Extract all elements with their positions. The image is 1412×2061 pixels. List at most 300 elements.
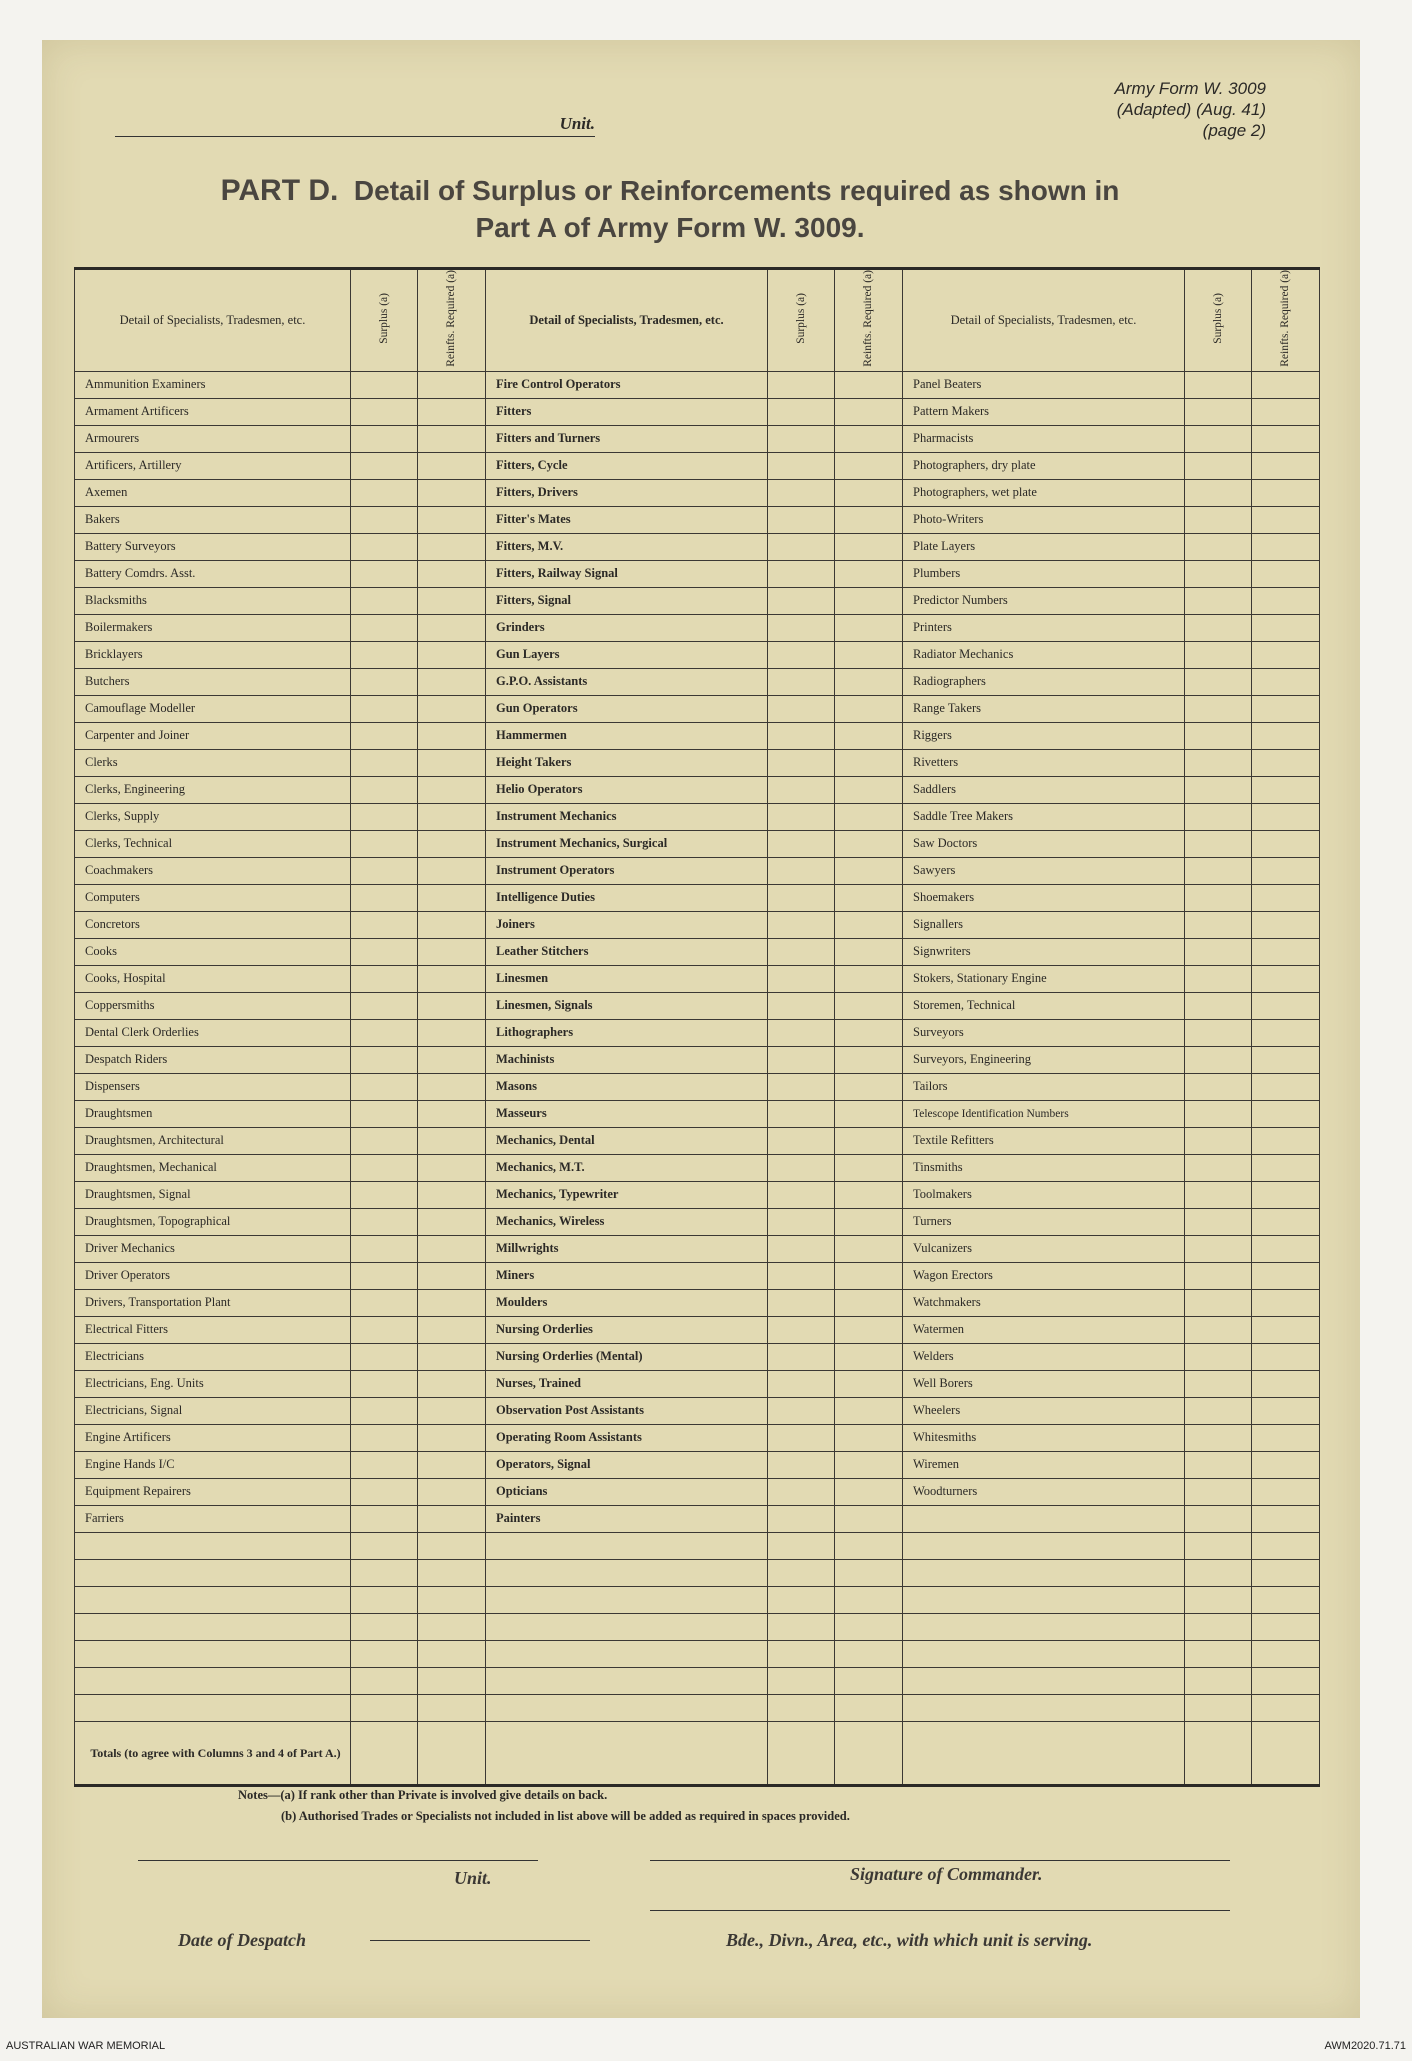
- totals-cell[interactable]: [768, 1721, 835, 1785]
- surplus-cell[interactable]: [351, 425, 418, 452]
- reinfts-cell[interactable]: [1252, 560, 1320, 587]
- blank-cell[interactable]: [835, 1532, 903, 1559]
- surplus-cell[interactable]: [1185, 1478, 1252, 1505]
- surplus-cell[interactable]: [768, 1127, 835, 1154]
- reinfts-cell[interactable]: [1252, 857, 1320, 884]
- blank-cell[interactable]: [351, 1694, 418, 1721]
- reinfts-cell[interactable]: [1252, 614, 1320, 641]
- surplus-cell[interactable]: [768, 776, 835, 803]
- reinfts-cell[interactable]: [1252, 1478, 1320, 1505]
- surplus-cell[interactable]: [351, 614, 418, 641]
- blank-cell[interactable]: [75, 1586, 351, 1613]
- blank-cell[interactable]: [486, 1694, 768, 1721]
- reinfts-cell[interactable]: [835, 1262, 903, 1289]
- blank-cell[interactable]: [903, 1613, 1185, 1640]
- surplus-cell[interactable]: [351, 1235, 418, 1262]
- surplus-cell[interactable]: [351, 695, 418, 722]
- reinfts-cell[interactable]: [1252, 1424, 1320, 1451]
- reinfts-cell[interactable]: [418, 1424, 486, 1451]
- surplus-cell[interactable]: [768, 1451, 835, 1478]
- blank-cell[interactable]: [835, 1640, 903, 1667]
- reinfts-cell[interactable]: [835, 1100, 903, 1127]
- blank-cell[interactable]: [1252, 1613, 1320, 1640]
- blank-cell[interactable]: [835, 1613, 903, 1640]
- surplus-cell[interactable]: [1185, 722, 1252, 749]
- reinfts-cell[interactable]: [835, 695, 903, 722]
- surplus-cell[interactable]: [351, 1478, 418, 1505]
- reinfts-cell[interactable]: [418, 641, 486, 668]
- surplus-cell[interactable]: [1185, 1208, 1252, 1235]
- reinfts-cell[interactable]: [1252, 1235, 1320, 1262]
- surplus-cell[interactable]: [1185, 425, 1252, 452]
- reinfts-cell[interactable]: [418, 992, 486, 1019]
- surplus-cell[interactable]: [351, 938, 418, 965]
- surplus-cell[interactable]: [351, 1289, 418, 1316]
- reinfts-cell[interactable]: [1252, 1046, 1320, 1073]
- surplus-cell[interactable]: [768, 1505, 835, 1532]
- reinfts-cell[interactable]: [418, 1289, 486, 1316]
- surplus-cell[interactable]: [1185, 1127, 1252, 1154]
- surplus-cell[interactable]: [768, 398, 835, 425]
- blank-cell[interactable]: [768, 1559, 835, 1586]
- unit-signature-line[interactable]: [138, 1860, 538, 1861]
- blank-cell[interactable]: [486, 1640, 768, 1667]
- reinfts-cell[interactable]: [1252, 803, 1320, 830]
- surplus-cell[interactable]: [1185, 749, 1252, 776]
- reinfts-cell[interactable]: [1252, 1127, 1320, 1154]
- reinfts-cell[interactable]: [418, 533, 486, 560]
- reinfts-cell[interactable]: [1252, 1181, 1320, 1208]
- blank-cell[interactable]: [835, 1694, 903, 1721]
- reinfts-cell[interactable]: [1252, 749, 1320, 776]
- surplus-cell[interactable]: [768, 1478, 835, 1505]
- surplus-cell[interactable]: [768, 1397, 835, 1424]
- surplus-cell[interactable]: [1185, 857, 1252, 884]
- surplus-cell[interactable]: [351, 1262, 418, 1289]
- reinfts-cell[interactable]: [1252, 533, 1320, 560]
- surplus-cell[interactable]: [768, 830, 835, 857]
- blank-cell[interactable]: [768, 1640, 835, 1667]
- surplus-cell[interactable]: [768, 371, 835, 398]
- surplus-cell[interactable]: [351, 506, 418, 533]
- blank-cell[interactable]: [1185, 1613, 1252, 1640]
- blank-cell[interactable]: [75, 1640, 351, 1667]
- reinfts-cell[interactable]: [1252, 479, 1320, 506]
- surplus-cell[interactable]: [768, 1424, 835, 1451]
- surplus-cell[interactable]: [768, 1073, 835, 1100]
- reinfts-cell[interactable]: [835, 506, 903, 533]
- surplus-cell[interactable]: [768, 1316, 835, 1343]
- surplus-cell[interactable]: [1185, 641, 1252, 668]
- reinfts-cell[interactable]: [1252, 1262, 1320, 1289]
- reinfts-cell[interactable]: [418, 506, 486, 533]
- reinfts-cell[interactable]: [418, 884, 486, 911]
- reinfts-cell[interactable]: [835, 641, 903, 668]
- reinfts-cell[interactable]: [1252, 695, 1320, 722]
- blank-cell[interactable]: [768, 1667, 835, 1694]
- surplus-cell[interactable]: [1185, 1262, 1252, 1289]
- surplus-cell[interactable]: [351, 1316, 418, 1343]
- reinfts-cell[interactable]: [1252, 506, 1320, 533]
- surplus-cell[interactable]: [768, 1370, 835, 1397]
- surplus-cell[interactable]: [768, 1046, 835, 1073]
- blank-cell[interactable]: [418, 1640, 486, 1667]
- surplus-cell[interactable]: [768, 965, 835, 992]
- surplus-cell[interactable]: [768, 1019, 835, 1046]
- surplus-cell[interactable]: [1185, 1289, 1252, 1316]
- reinfts-cell[interactable]: [418, 776, 486, 803]
- reinfts-cell[interactable]: [1252, 965, 1320, 992]
- blank-cell[interactable]: [351, 1613, 418, 1640]
- reinfts-cell[interactable]: [418, 1316, 486, 1343]
- reinfts-cell[interactable]: [1252, 776, 1320, 803]
- reinfts-cell[interactable]: [418, 560, 486, 587]
- surplus-cell[interactable]: [768, 1343, 835, 1370]
- blank-cell[interactable]: [1185, 1640, 1252, 1667]
- reinfts-cell[interactable]: [418, 479, 486, 506]
- reinfts-cell[interactable]: [1252, 1154, 1320, 1181]
- blank-cell[interactable]: [1185, 1559, 1252, 1586]
- reinfts-cell[interactable]: [835, 587, 903, 614]
- surplus-cell[interactable]: [351, 1208, 418, 1235]
- reinfts-cell[interactable]: [835, 1316, 903, 1343]
- reinfts-cell[interactable]: [418, 452, 486, 479]
- reinfts-cell[interactable]: [1252, 1397, 1320, 1424]
- reinfts-cell[interactable]: [835, 1343, 903, 1370]
- reinfts-cell[interactable]: [835, 1154, 903, 1181]
- reinfts-cell[interactable]: [1252, 1451, 1320, 1478]
- blank-cell[interactable]: [351, 1640, 418, 1667]
- surplus-cell[interactable]: [351, 803, 418, 830]
- surplus-cell[interactable]: [351, 749, 418, 776]
- blank-cell[interactable]: [1185, 1694, 1252, 1721]
- surplus-cell[interactable]: [351, 992, 418, 1019]
- reinfts-cell[interactable]: [835, 965, 903, 992]
- surplus-cell[interactable]: [1185, 506, 1252, 533]
- surplus-cell[interactable]: [1185, 1019, 1252, 1046]
- surplus-cell[interactable]: [1185, 614, 1252, 641]
- reinfts-cell[interactable]: [418, 749, 486, 776]
- surplus-cell[interactable]: [351, 1046, 418, 1073]
- surplus-cell[interactable]: [768, 749, 835, 776]
- reinfts-cell[interactable]: [418, 857, 486, 884]
- blank-cell[interactable]: [418, 1613, 486, 1640]
- surplus-cell[interactable]: [351, 1154, 418, 1181]
- reinfts-cell[interactable]: [835, 992, 903, 1019]
- surplus-cell[interactable]: [351, 1019, 418, 1046]
- surplus-cell[interactable]: [1185, 479, 1252, 506]
- surplus-cell[interactable]: [351, 1127, 418, 1154]
- surplus-cell[interactable]: [768, 668, 835, 695]
- blank-cell[interactable]: [351, 1532, 418, 1559]
- blank-cell[interactable]: [1252, 1586, 1320, 1613]
- blank-cell[interactable]: [418, 1559, 486, 1586]
- surplus-cell[interactable]: [1185, 776, 1252, 803]
- surplus-cell[interactable]: [768, 452, 835, 479]
- blank-cell[interactable]: [1252, 1667, 1320, 1694]
- blank-cell[interactable]: [486, 1532, 768, 1559]
- surplus-cell[interactable]: [768, 1289, 835, 1316]
- reinfts-cell[interactable]: [1252, 425, 1320, 452]
- reinfts-cell[interactable]: [418, 1478, 486, 1505]
- reinfts-cell[interactable]: [835, 1127, 903, 1154]
- surplus-cell[interactable]: [1185, 668, 1252, 695]
- reinfts-cell[interactable]: [418, 1019, 486, 1046]
- reinfts-cell[interactable]: [835, 479, 903, 506]
- blank-cell[interactable]: [486, 1559, 768, 1586]
- surplus-cell[interactable]: [351, 398, 418, 425]
- reinfts-cell[interactable]: [835, 722, 903, 749]
- reinfts-cell[interactable]: [835, 884, 903, 911]
- blank-cell[interactable]: [486, 1613, 768, 1640]
- reinfts-cell[interactable]: [1252, 641, 1320, 668]
- reinfts-cell[interactable]: [418, 1181, 486, 1208]
- surplus-cell[interactable]: [768, 884, 835, 911]
- surplus-cell[interactable]: [1185, 1451, 1252, 1478]
- blank-cell[interactable]: [351, 1667, 418, 1694]
- surplus-cell[interactable]: [1185, 1154, 1252, 1181]
- reinfts-cell[interactable]: [1252, 722, 1320, 749]
- reinfts-cell[interactable]: [418, 1073, 486, 1100]
- surplus-cell[interactable]: [1185, 965, 1252, 992]
- surplus-cell[interactable]: [1185, 1424, 1252, 1451]
- surplus-cell[interactable]: [1185, 533, 1252, 560]
- reinfts-cell[interactable]: [835, 1208, 903, 1235]
- reinfts-cell[interactable]: [835, 1019, 903, 1046]
- reinfts-cell[interactable]: [1252, 1370, 1320, 1397]
- surplus-cell[interactable]: [351, 479, 418, 506]
- reinfts-cell[interactable]: [835, 938, 903, 965]
- reinfts-cell[interactable]: [835, 1046, 903, 1073]
- reinfts-cell[interactable]: [1252, 1019, 1320, 1046]
- reinfts-cell[interactable]: [1252, 398, 1320, 425]
- blank-cell[interactable]: [418, 1586, 486, 1613]
- commander-signature-line[interactable]: [650, 1860, 1230, 1861]
- surplus-cell[interactable]: [1185, 1073, 1252, 1100]
- surplus-cell[interactable]: [351, 776, 418, 803]
- surplus-cell[interactable]: [351, 830, 418, 857]
- reinfts-cell[interactable]: [835, 560, 903, 587]
- blank-cell[interactable]: [1252, 1532, 1320, 1559]
- surplus-cell[interactable]: [768, 560, 835, 587]
- reinfts-cell[interactable]: [835, 1505, 903, 1532]
- reinfts-cell[interactable]: [418, 1154, 486, 1181]
- despatch-date-line[interactable]: [370, 1940, 590, 1941]
- blank-cell[interactable]: [418, 1532, 486, 1559]
- blank-cell[interactable]: [835, 1586, 903, 1613]
- surplus-cell[interactable]: [351, 533, 418, 560]
- reinfts-cell[interactable]: [1252, 830, 1320, 857]
- reinfts-cell[interactable]: [418, 425, 486, 452]
- surplus-cell[interactable]: [1185, 1046, 1252, 1073]
- reinfts-cell[interactable]: [418, 695, 486, 722]
- surplus-cell[interactable]: [351, 1073, 418, 1100]
- surplus-cell[interactable]: [1185, 452, 1252, 479]
- reinfts-cell[interactable]: [835, 1289, 903, 1316]
- reinfts-cell[interactable]: [1252, 1289, 1320, 1316]
- blank-cell[interactable]: [768, 1532, 835, 1559]
- reinfts-cell[interactable]: [1252, 911, 1320, 938]
- surplus-cell[interactable]: [351, 1451, 418, 1478]
- reinfts-cell[interactable]: [835, 857, 903, 884]
- reinfts-cell[interactable]: [418, 830, 486, 857]
- reinfts-cell[interactable]: [835, 1181, 903, 1208]
- surplus-cell[interactable]: [1185, 587, 1252, 614]
- reinfts-cell[interactable]: [835, 911, 903, 938]
- reinfts-cell[interactable]: [1252, 1343, 1320, 1370]
- blank-cell[interactable]: [75, 1559, 351, 1586]
- reinfts-cell[interactable]: [835, 749, 903, 776]
- reinfts-cell[interactable]: [418, 1208, 486, 1235]
- surplus-cell[interactable]: [768, 857, 835, 884]
- surplus-cell[interactable]: [768, 479, 835, 506]
- blank-cell[interactable]: [75, 1613, 351, 1640]
- reinfts-cell[interactable]: [835, 1397, 903, 1424]
- reinfts-cell[interactable]: [835, 1370, 903, 1397]
- reinfts-cell[interactable]: [1252, 587, 1320, 614]
- totals-cell[interactable]: [1185, 1721, 1252, 1785]
- reinfts-cell[interactable]: [1252, 1073, 1320, 1100]
- blank-cell[interactable]: [75, 1532, 351, 1559]
- surplus-cell[interactable]: [768, 1262, 835, 1289]
- reinfts-cell[interactable]: [835, 452, 903, 479]
- reinfts-cell[interactable]: [835, 830, 903, 857]
- blank-cell[interactable]: [903, 1559, 1185, 1586]
- surplus-cell[interactable]: [1185, 830, 1252, 857]
- surplus-cell[interactable]: [351, 641, 418, 668]
- reinfts-cell[interactable]: [418, 1235, 486, 1262]
- surplus-cell[interactable]: [768, 614, 835, 641]
- reinfts-cell[interactable]: [835, 668, 903, 695]
- surplus-cell[interactable]: [1185, 911, 1252, 938]
- blank-cell[interactable]: [486, 1667, 768, 1694]
- reinfts-cell[interactable]: [418, 1397, 486, 1424]
- reinfts-cell[interactable]: [1252, 371, 1320, 398]
- reinfts-cell[interactable]: [418, 1343, 486, 1370]
- surplus-cell[interactable]: [351, 1100, 418, 1127]
- reinfts-cell[interactable]: [1252, 992, 1320, 1019]
- reinfts-cell[interactable]: [835, 1451, 903, 1478]
- blank-cell[interactable]: [768, 1586, 835, 1613]
- reinfts-cell[interactable]: [1252, 1208, 1320, 1235]
- surplus-cell[interactable]: [768, 533, 835, 560]
- reinfts-cell[interactable]: [418, 938, 486, 965]
- totals-cell[interactable]: [351, 1721, 418, 1785]
- reinfts-cell[interactable]: [1252, 452, 1320, 479]
- surplus-cell[interactable]: [1185, 1505, 1252, 1532]
- surplus-cell[interactable]: [1185, 884, 1252, 911]
- reinfts-cell[interactable]: [1252, 1505, 1320, 1532]
- blank-cell[interactable]: [351, 1586, 418, 1613]
- blank-cell[interactable]: [75, 1694, 351, 1721]
- reinfts-cell[interactable]: [418, 803, 486, 830]
- blank-cell[interactable]: [903, 1532, 1185, 1559]
- totals-cell[interactable]: [418, 1721, 486, 1785]
- surplus-cell[interactable]: [351, 857, 418, 884]
- reinfts-cell[interactable]: [1252, 884, 1320, 911]
- reinfts-cell[interactable]: [835, 614, 903, 641]
- reinfts-cell[interactable]: [835, 1424, 903, 1451]
- reinfts-cell[interactable]: [418, 1100, 486, 1127]
- surplus-cell[interactable]: [1185, 803, 1252, 830]
- surplus-cell[interactable]: [768, 803, 835, 830]
- blank-cell[interactable]: [903, 1694, 1185, 1721]
- surplus-cell[interactable]: [1185, 1100, 1252, 1127]
- reinfts-cell[interactable]: [1252, 938, 1320, 965]
- reinfts-cell[interactable]: [1252, 668, 1320, 695]
- blank-cell[interactable]: [418, 1667, 486, 1694]
- blank-cell[interactable]: [1185, 1667, 1252, 1694]
- surplus-cell[interactable]: [768, 1235, 835, 1262]
- reinfts-cell[interactable]: [835, 1478, 903, 1505]
- reinfts-cell[interactable]: [835, 1235, 903, 1262]
- blank-cell[interactable]: [835, 1667, 903, 1694]
- surplus-cell[interactable]: [1185, 695, 1252, 722]
- blank-cell[interactable]: [903, 1586, 1185, 1613]
- blank-cell[interactable]: [903, 1640, 1185, 1667]
- surplus-cell[interactable]: [1185, 1181, 1252, 1208]
- reinfts-cell[interactable]: [418, 722, 486, 749]
- reinfts-cell[interactable]: [418, 1370, 486, 1397]
- surplus-cell[interactable]: [351, 560, 418, 587]
- surplus-cell[interactable]: [1185, 398, 1252, 425]
- reinfts-cell[interactable]: [418, 668, 486, 695]
- surplus-cell[interactable]: [351, 911, 418, 938]
- surplus-cell[interactable]: [351, 587, 418, 614]
- surplus-cell[interactable]: [1185, 1316, 1252, 1343]
- surplus-cell[interactable]: [351, 371, 418, 398]
- blank-cell[interactable]: [75, 1667, 351, 1694]
- reinfts-cell[interactable]: [418, 587, 486, 614]
- surplus-cell[interactable]: [768, 425, 835, 452]
- surplus-cell[interactable]: [351, 1424, 418, 1451]
- reinfts-cell[interactable]: [835, 425, 903, 452]
- surplus-cell[interactable]: [351, 1397, 418, 1424]
- surplus-cell[interactable]: [351, 1505, 418, 1532]
- surplus-cell[interactable]: [768, 722, 835, 749]
- blank-cell[interactable]: [835, 1559, 903, 1586]
- blank-cell[interactable]: [418, 1694, 486, 1721]
- surplus-cell[interactable]: [768, 641, 835, 668]
- reinfts-cell[interactable]: [1252, 1316, 1320, 1343]
- totals-cell[interactable]: [1252, 1721, 1320, 1785]
- surplus-cell[interactable]: [768, 695, 835, 722]
- blank-cell[interactable]: [1252, 1694, 1320, 1721]
- reinfts-cell[interactable]: [835, 371, 903, 398]
- surplus-cell[interactable]: [1185, 560, 1252, 587]
- surplus-cell[interactable]: [1185, 1370, 1252, 1397]
- reinfts-cell[interactable]: [418, 398, 486, 425]
- reinfts-cell[interactable]: [418, 965, 486, 992]
- reinfts-cell[interactable]: [835, 1073, 903, 1100]
- blank-cell[interactable]: [1185, 1532, 1252, 1559]
- surplus-cell[interactable]: [768, 1154, 835, 1181]
- reinfts-cell[interactable]: [835, 803, 903, 830]
- surplus-cell[interactable]: [768, 911, 835, 938]
- surplus-cell[interactable]: [768, 992, 835, 1019]
- reinfts-cell[interactable]: [418, 1262, 486, 1289]
- totals-cell[interactable]: [835, 1721, 903, 1785]
- reinfts-cell[interactable]: [418, 1505, 486, 1532]
- surplus-cell[interactable]: [1185, 1397, 1252, 1424]
- surplus-cell[interactable]: [351, 722, 418, 749]
- surplus-cell[interactable]: [768, 1208, 835, 1235]
- surplus-cell[interactable]: [1185, 938, 1252, 965]
- reinfts-cell[interactable]: [835, 533, 903, 560]
- reinfts-cell[interactable]: [418, 911, 486, 938]
- blank-cell[interactable]: [768, 1694, 835, 1721]
- surplus-cell[interactable]: [1185, 371, 1252, 398]
